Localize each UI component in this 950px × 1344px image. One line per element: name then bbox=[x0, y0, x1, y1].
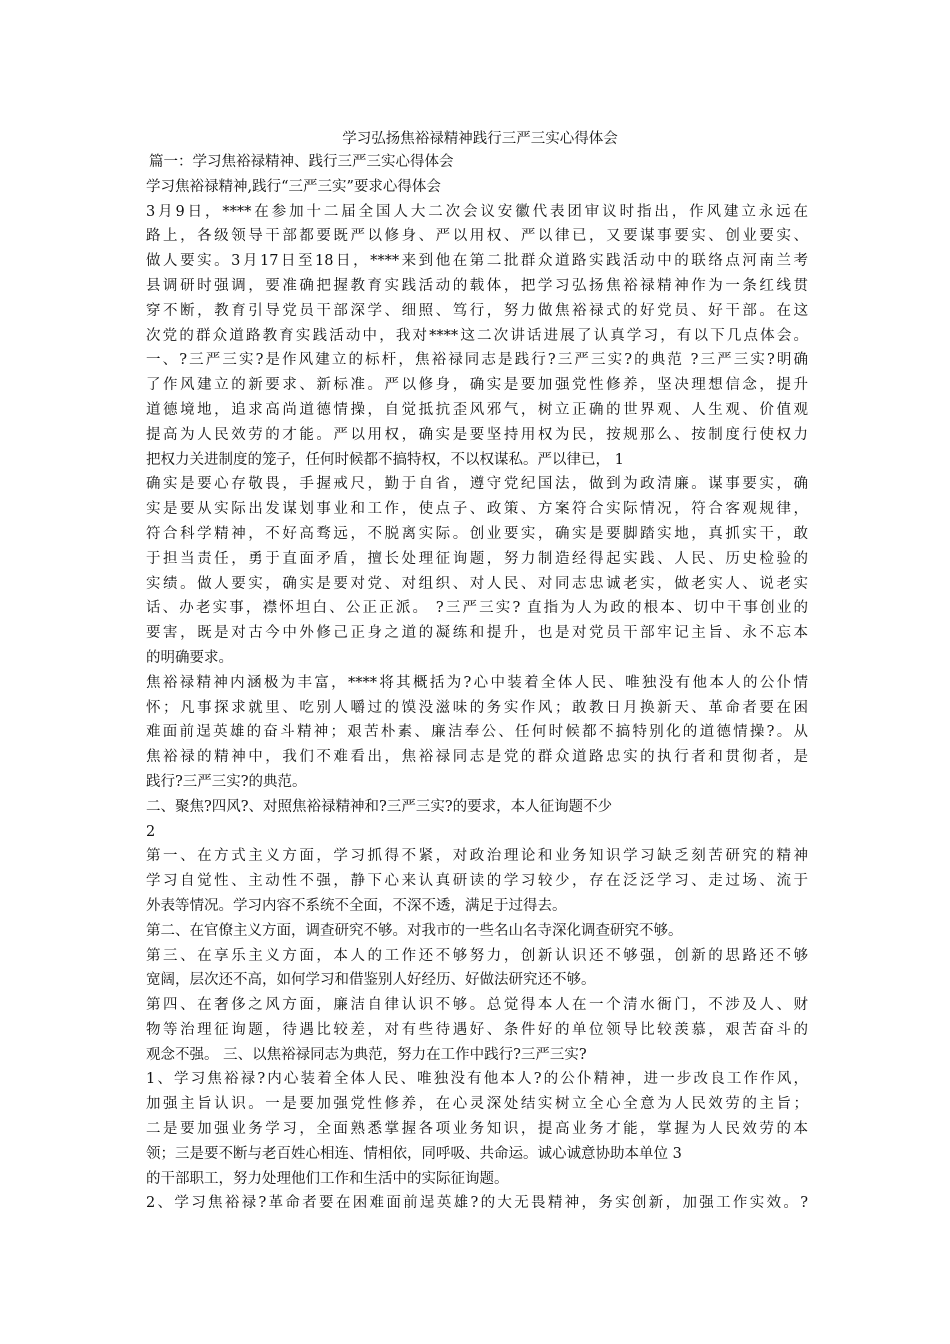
text-line: 3月9日，****在参加十二届全国人大二次会议安徽代表团审议时指出，作风建立永远在 bbox=[146, 203, 808, 220]
text-line: 第四、在奢侈之风方面，廉洁自律认识不够。总觉得本人在一个清水衙门，不涉及人、财 bbox=[146, 997, 808, 1014]
text-line: 符合科学精神，不好高骛远，不脱离实际。创业要实，确实是要脚踏实地，真抓实干，敢 bbox=[146, 525, 808, 542]
text-line: 外表等情况。学习内容不系统不全面，不深不透，满足于过得去。 bbox=[146, 897, 567, 914]
text-line: 加强主旨认识。一是要加强党性修养，在心灵深处结实树立全心全意为人民效劳的主旨； bbox=[146, 1096, 808, 1113]
text-line: 2 bbox=[146, 823, 156, 840]
text-line: 第二、在官僚主义方面，调查研究不够。对我市的一些名山名寺深化调查研究不够。 bbox=[146, 922, 683, 939]
text-line: 1、学习焦裕禄?内心装着全体人民、唯独没有他本人?的公仆精神，进一步改良工作作风， bbox=[146, 1071, 808, 1088]
text-line: 践行?三严三实?的典范。 bbox=[146, 773, 307, 790]
text-line: 路上，各级领导干部都要既严以修身、严以用权、严以律已，又要谋事要实、创业要实、 bbox=[146, 228, 808, 245]
text-line: 了作风建立的新要求、新标准。严以修身，确实是要加强党性修养，坚决理想信念，提升 bbox=[146, 377, 808, 394]
text-line: 二是要加强业务学习，全面熟悉掌握各项业务知识，提高业务才能，掌握为人民效劳的本 bbox=[146, 1121, 808, 1138]
text-line: 第一、在方式主义方面，学习抓得不紧，对政治理论和业务知识学习缺乏刻苦研究的精神 bbox=[146, 848, 808, 865]
text-line: 观念不强。 三、以焦裕禄同志为典范，努力在工作中践行?三严三实? bbox=[146, 1046, 587, 1063]
text-line: 实绩。做人要实，确实是要对党、对组织、对人民、对同志忠诚老实，做老实人、说老实 bbox=[146, 575, 808, 592]
document-body bbox=[146, 150, 808, 1216]
text-line: 的干部职工，努力处理他们工作和生活中的实际征询题。 bbox=[146, 1170, 509, 1187]
text-line: 焦裕禄精神内涵极为丰富，****将其概括为?心中装着全体人民、唯独没有他本人的公仆情 bbox=[146, 674, 808, 691]
text-line: 要害，既是对古今中外修己正身之道的凝练和提升，也是对党员干部牢记主旨、永不忘本 bbox=[146, 625, 808, 642]
text-line: 领；三是要不断与老百姓心相连、情相依，同呼吸、共命运。诚心诚意协助本单位 3 bbox=[146, 1145, 682, 1162]
text-line: 县调研时强调，要准确把握教育实践活动的载体，把学习弘扬焦裕禄精神作为一条红线贯 bbox=[146, 277, 808, 294]
text-line: 学习自觉性、主动性不强，静下心来认真研读的学习较少，存在泛泛学习、走过场、流于 bbox=[146, 873, 808, 890]
text-line: 焦裕禄的精神中，我们不难看出，焦裕禄同志是党的群众道路忠实的执行者和贯彻者，是 bbox=[146, 749, 808, 766]
text-line: 物等治理征询题，待遇比较差，对有些待遇好、条件好的单位领导比较羡慕，艰苦奋斗的 bbox=[146, 1021, 808, 1038]
text-line: 一、?三严三实?是作风建立的标杆，焦裕禄同志是践行?三严三实?的典范 ?三严三实?明确 bbox=[146, 352, 808, 369]
text-line: 学习焦裕禄精神,践行“三严三实”要求心得体会 bbox=[146, 178, 441, 195]
document-page bbox=[146, 128, 808, 1216]
text-line: 第三、在享乐主义方面，本人的工作还不够努力，创新认识还不够强，创新的思路还不够 bbox=[146, 947, 808, 964]
text-line: 2、学习焦裕禄?革命者要在困难面前逞英雄?的大无畏精神，务实创新，加强工作实效。? bbox=[146, 1195, 808, 1212]
text-line: 确实是要心存敬畏，手握戒尺，勤于自省，遵守党纪国法，做到为政清廉。谋事要实，确 bbox=[146, 476, 808, 493]
text-line: 次党的群众道路教育实践活动中，我对****这二次讲话进展了认真学习，有以下几点体会。 bbox=[146, 327, 808, 344]
text-line: 的明确要求。 bbox=[146, 649, 233, 666]
text-line: 宽阔，层次还不高，如何学习和借鉴别人好经历、好做法研究还不够。 bbox=[146, 972, 596, 989]
text-line: 做人要实。3月17日至18日，****来到他在第二批群众道路实践活动中的联络点河南兰考 bbox=[146, 253, 808, 270]
text-line: 于担当责任，勇于直面矛盾，擅长处理征询题，努力制造经得起实践、人民、历史检验的 bbox=[146, 550, 808, 567]
text-line: 怀；凡事探求就里、吃别人嚼过的馍没滋味的务实作风；敢教日月换新天、革命者要在困 bbox=[146, 699, 808, 716]
text-line: 二、聚焦?四风?、对照焦裕禄精神和?三严三实?的要求，本人征询题不少 bbox=[146, 798, 613, 815]
text-line: 道德境地，追求高尚道德情操，自觉抵抗歪风邪气，树立正确的世界观、人生观、价值观 bbox=[146, 401, 808, 418]
text-line: 穿不断，教育引导党员干部深学、细照、笃行，努力做焦裕禄式的好党员、好干部。在这 bbox=[146, 302, 808, 319]
text-line: 话、办老实事，襟怀坦白、公正正派。 ?三严三实? 直指为人为政的根本、切中干事创业的 bbox=[146, 600, 808, 617]
text-line: 把权力关进制度的笼子，任何时候都不搞特权，不以权谋私。严以律已， 1 bbox=[146, 451, 624, 468]
text-line: 难面前逞英雄的奋斗精神；艰苦朴素、廉洁奉公、任何时候都不搞特别化的道德情操?。从 bbox=[146, 724, 808, 741]
text-line: 实是要从实际出发谋划事业和工作，使点子、政策、方案符合实际情况，符合客观规律， bbox=[146, 501, 808, 518]
document-title: 学习弘扬焦裕禄精神践行三严三实心得体会 bbox=[342, 131, 618, 147]
text-line: 篇一：学习焦裕禄精神、践行三严三实心得体会 bbox=[149, 154, 454, 170]
text-line: 提高为人民效劳的才能。严以用权，确实是要坚持用权为民，按规那么、按制度行使权力 bbox=[146, 426, 808, 443]
